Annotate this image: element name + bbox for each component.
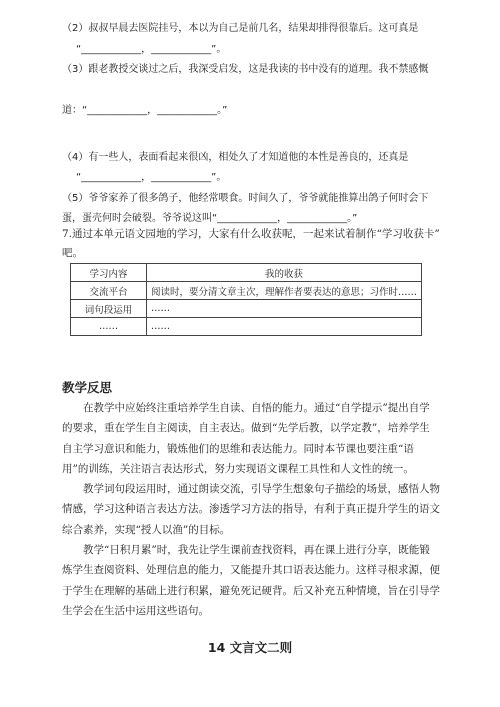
exercise-2-line-1: （2）叔叔早晨去医院挂号，本以为自己是前几名，结果却排得很靠后。这可真是 [62, 23, 419, 34]
table-cell: …… [146, 318, 421, 336]
exercise-7-line-1: 7.通过本单元语文园地的学习，大家有什么收获呢，一起来试着制作“学习收获卡” [62, 228, 440, 240]
reflection-paragraph: 教学词句段运用时，通过朗读交流，引导学生想象句子描绘的场景，感悟人物情感，学习这种语言表达方法。渗透学习方法的指导，有利于真正提升学生的语文综合素养，实现“授人以渔”的目标。 [62, 483, 440, 536]
table-row [71, 282, 422, 300]
learning-harvest-card [70, 263, 422, 336]
exercise-4-blank-line: “____________，____________”。 [76, 172, 227, 183]
section-heading: 教学反思 [62, 380, 113, 395]
reflection-paragraph: 教学“日积月累”时，我先让学生课前查找资料，再在课上进行分享，既能锻炼学生查阅资料、处理信息的能力，又能提升其口语表达能力。这样寻根求源，便于学生在理解的基础上进行积累，避免死记硬背。后又补充五种情境，旨在引导学生学会在生活中运用这些语句。 [62, 544, 440, 617]
table-row [71, 318, 422, 336]
exercise-3-blank-line: 道：“____________，____________。” [62, 105, 228, 116]
exercise-4-line-1: （4）有一些人，表面看起来很凶，相处久了才知道他的本性是善良的，还真是 [62, 152, 409, 163]
table-cell: 词句段运用 [71, 300, 147, 318]
exercise-5-line-1: （5）爷爷家养了很多鸽子，他经常喂食。时间久了，爷爷就能推算出鸽子何时会下 [62, 193, 429, 204]
table-cell: …… [146, 300, 421, 318]
exercise-5-line-2: 蛋，蛋壳何时会破裂。爷爷说这叫“____________，____________。” [62, 213, 358, 224]
table-cell: …… [71, 318, 147, 336]
reflection-body [62, 398, 440, 621]
lesson-title: 14 文言文二则 [207, 640, 293, 655]
table-header-row [71, 264, 422, 282]
exercise-2-blank-line: “____________，____________”。 [76, 44, 227, 55]
table-cell: 阅读时，要分清文章主次，理解作者要表达的意思；习作时…… [146, 282, 421, 300]
exercise-7-line-2: 吧。 [62, 247, 83, 259]
reflection-paragraph: 在教学中应始终注重培养学生自读、自悟的能力。通过“自学提示”提出自学的要求，重在学生自主阅读，自主表达。做到“先学后教，以学定教”，培养学生自主学习意识和能力，锻炼他们的思维和表达能力。同时本节课也要注重“语用”的训练，关注语言表达形式，努力实现语文课程工具性和人文性的统一。 [62, 402, 430, 475]
table-cell: 交流平台 [71, 282, 147, 300]
column-header-harvest: 我的收获 [146, 264, 421, 282]
exercise-3-line-1: （3）跟老教授交谈过之后，我深受启发，这是我读的书中没有的道理。我不禁感慨 [62, 64, 429, 75]
column-header-content: 学习内容 [71, 264, 147, 282]
table-row [71, 300, 422, 318]
